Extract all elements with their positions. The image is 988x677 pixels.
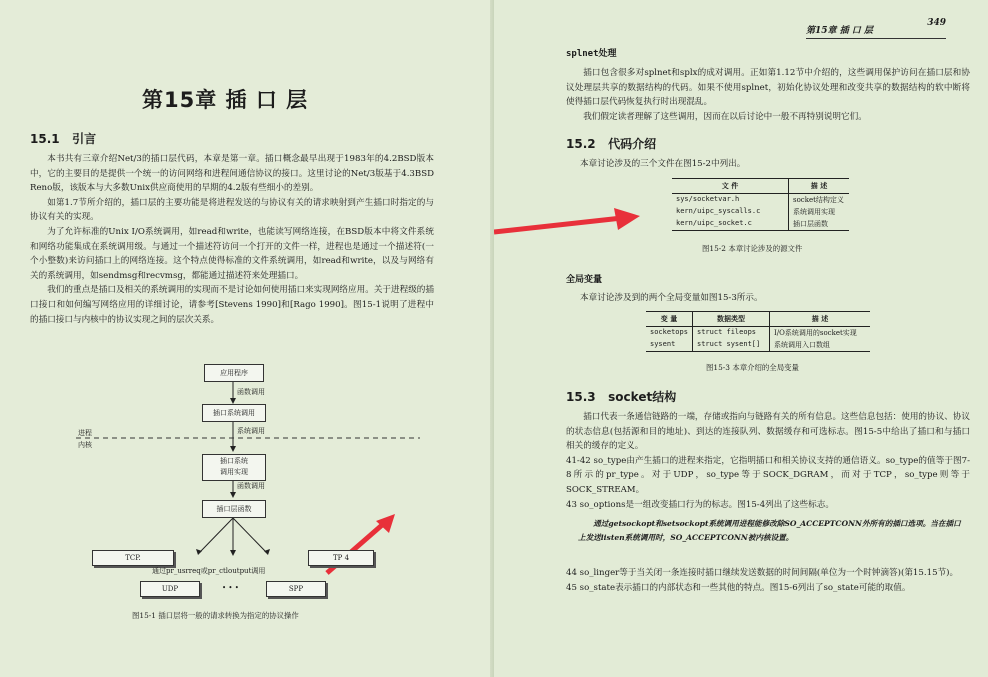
process-label: 进程	[78, 429, 92, 437]
intro-paragraph: 如第1.7节所介绍的，插口层的主要功能是将进程发送的与协议有关的请求映射到产生插口时指定的与协议有关的实现。	[30, 197, 434, 223]
intro-paragraph: 本书共有三章介绍Net/3的插口层代码，本章是第一章。插口概念最早出现于1983年的4.2BSD版本中，它的主要目的是提供一个统一的访问网络和进程间通信协议的接口。这里讨论的Net/3版基于4.3BSD Reno版，该版本与大多数Unix供应商使用的早期的4.2版有些细小的差别。	[30, 154, 434, 194]
socket-paragraph: 插口代表一条通信链路的一端，存储或指向与链路有关的所有信息。这些信息包括：使用的协议、协议的状态信息(包括源和目的地址)、到达的连接队列、数据缓存和可选标志。图15-5中给出了插口和与插口相关的缓存的定义。	[566, 412, 970, 452]
table-header: 文 件	[672, 179, 789, 194]
running-head	[806, 18, 946, 39]
figure-15-1	[0, 358, 494, 628]
files-intro: 本章讨论涉及的三个文件在图15-2中列出。	[580, 159, 746, 169]
tail-paragraph: 45 so_state表示插口的内部状态和一些其他的特点。图15-6列出了so_state可能的取值。	[566, 582, 911, 593]
section-title: socket结构	[608, 390, 677, 404]
table-cell: I/O系统调用的socket实现	[770, 327, 871, 340]
section-number: 15.1	[30, 132, 60, 146]
tail-body	[566, 566, 970, 595]
splnet-body	[566, 66, 970, 124]
page-number: 349	[927, 18, 946, 28]
table-cell: socket结构定义	[789, 194, 850, 207]
table-cell: struct fileops	[693, 327, 770, 340]
section-heading-15-1	[30, 130, 96, 147]
figure-caption: 图15-1 插口层将一般的请求转换为指定的协议操作	[132, 611, 299, 620]
tp4-box: TP 4	[308, 550, 374, 566]
table-cell: sys/socketvar.h	[676, 195, 740, 203]
section-heading-15-2	[566, 135, 656, 152]
socket-impl-box: 插口系统 调用实现	[202, 454, 266, 481]
socket-layer-box: 插口层函数	[202, 500, 266, 518]
app-box: 应用程序	[204, 364, 264, 382]
function-call-label: 函数调用	[237, 388, 265, 396]
socket-paragraph: 41-42 so_type由产生插口的进程来指定，它指明插口和相关协议支持的通信语义。so_type的值等于图7-8所示的pr_type。对于UDP，so_type等于SOCK_DGRAM，而对于TCP，so_type则等于SOCK_STREAM。	[566, 455, 970, 495]
globals-heading: 全局变量	[566, 275, 603, 285]
running-head-title: 第15章 插 口 层	[806, 26, 873, 36]
socket-syscall-box: 插口系统调用	[202, 404, 266, 422]
table1-caption: 图15-2 本章讨论涉及的源文件	[702, 244, 803, 253]
red-annotation-arrow	[494, 200, 644, 240]
splnet-heading: splnet处理	[566, 49, 617, 59]
table-cell: 插口层函数	[789, 218, 850, 231]
table-header: 数据类型	[693, 312, 770, 327]
globals-intro: 本章讨论涉及到的两个全局变量如图15-3所示。	[580, 293, 763, 303]
section-title: 引言	[72, 132, 97, 146]
right-page	[494, 0, 988, 677]
table-header: 描 述	[770, 312, 871, 327]
table-cell: kern/uipc_socket.c	[672, 218, 789, 231]
tcp-box: TCP.	[92, 550, 174, 566]
spp-box: SPP	[266, 581, 326, 597]
function-call-label-2: 函数调用	[237, 482, 265, 490]
splnet-paragraph: 插口包含很多对splnet和splx的成对调用。正如第1.12节中介绍的，这些调用保护访问在插口层和协议处理层共享的数据结构的代码。如果不使用splnet，初始化协议处理和改变共享的数据结构的软中断将使得插口层代码恢复执行时出现混乱。	[566, 68, 970, 108]
figure-lines	[0, 358, 494, 628]
system-call-label: 系统调用	[237, 427, 265, 435]
table-cell: 系统调用入口数组	[770, 339, 871, 352]
tail-paragraph: 44 so_linger等于当关闭一条连接时插口继续发送数据的时间间隔(单位为一个时钟滴答)(第15.15节)。	[566, 568, 959, 578]
dots-label: • • •	[222, 584, 239, 592]
socket-structure-body	[566, 410, 970, 512]
section-heading-15-3	[566, 388, 676, 405]
table2-caption: 图15-3 本章介绍的全局变量	[706, 363, 799, 372]
intro-paragraph: 为了允许标准的Unix I/O系统调用，如read和write，也能读写网络连接，在BSD版本中将文件系统和网络功能集成在系统调用级。与通过一个描述符访问一个打开的文件一样，进程也是通过一个描述符(一个小整数)来访问插口上的网络连接。这个特点使得标准的文件系统调用，如read和write，以及与网络有关的系统调用，如sendmsg和recvmsg，都能通过描述符来处理插口。	[30, 226, 434, 281]
udp-box: UDP	[140, 581, 200, 597]
table-cell: struct sysent[]	[693, 339, 770, 352]
kernel-label: 内核	[78, 441, 92, 449]
usrreq-label: 通过pr_usrreq或pr_ctloutput调用	[152, 567, 266, 575]
intro-paragraph: 我们的重点是插口及相关的系统调用的实现而不是讨论如何使用插口来实现网络应用。关于进程级的插口接口和如何编写网络应用的详细讨论，请参考[Stevens 1990]和[Rago 1990]。图15-1说明了进程中的插口接口与内核中的协议实现之间的层次关系。	[30, 285, 434, 325]
table-header: 变 量	[646, 312, 693, 327]
files-table	[672, 178, 849, 231]
table-cell: 系统调用实现	[789, 206, 850, 218]
section-title: 代码介绍	[608, 137, 657, 151]
table-cell: kern/uipc_syscalls.c	[676, 207, 761, 215]
section-number: 15.2	[566, 137, 596, 151]
table-cell: sysent	[646, 339, 693, 352]
socket-paragraph: 43 so_options是一组改变插口行为的标志。图15-4列出了这些标志。	[566, 499, 834, 510]
chapter-title: 第15章 插 口 层	[142, 88, 309, 112]
table-header: 描 述	[789, 179, 850, 194]
splnet-paragraph: 我们假定读者理解了这些调用，因而在以后讨论中一般不再特别说明它们。	[583, 111, 867, 122]
section-number: 15.3	[566, 390, 596, 404]
note-paragraph: 通过getsockopt和setsockopt系统调用进程能修改除SO_ACCEPTCONN外所有的插口选项。当在插口上发送listen系统调用时，SO_ACCEPTCONN被内核设置。	[578, 519, 961, 542]
globals-table	[646, 311, 870, 352]
intro-body	[30, 152, 434, 327]
table-cell: socketops	[650, 328, 688, 336]
